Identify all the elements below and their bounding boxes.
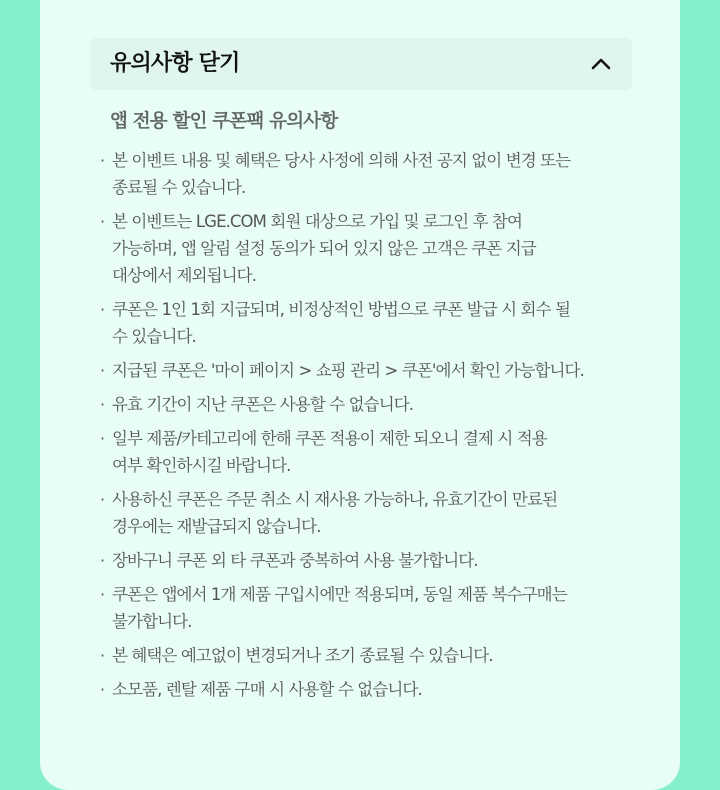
notice-item-text: 종료될 수 있습니다. xyxy=(112,178,246,197)
notice-item-text: 쿠폰은 1인 1회 지급되며, 비정상적인 방법으로 쿠폰 발급 시 회수 될 xyxy=(112,300,571,319)
bullet-marker: · xyxy=(100,585,106,604)
notice-item-text: 쿠폰은 앱에서 1개 제품 구입시에만 적용되며, 동일 제품 복수구매는 xyxy=(112,585,567,604)
notice-item-text: 불가합니다. xyxy=(112,612,192,631)
notice-item-text: 지급된 쿠폰은 '마이 페이지 > 쇼핑 관리 > 쿠폰'에서 확인 가능합니다. xyxy=(112,361,584,380)
notice-item-text: 여부 확인하시길 바랍니다. xyxy=(112,456,291,475)
bullet-marker: · xyxy=(100,551,106,570)
notice-item-text: 경우에는 재발급되지 않습니다. xyxy=(112,517,321,536)
notice-heading: 앱 전용 할인 쿠폰팩 유의사항 xyxy=(110,111,338,132)
notice-list xyxy=(100,147,640,703)
notice-toggle-label: 유의사항 닫기 xyxy=(110,51,240,76)
bullet-marker: · xyxy=(100,361,106,380)
notice-item xyxy=(100,486,640,540)
notice-item-text: 사용하신 쿠폰은 주문 취소 시 재사용 가능하나, 유효기간이 만료된 xyxy=(112,490,558,509)
notice-item-text: 대상에서 제외됩니다. xyxy=(112,266,257,285)
notice-item-text: 장바구니 쿠폰 외 타 쿠폰과 중복하여 사용 불가합니다. xyxy=(112,551,478,570)
bullet-marker: · xyxy=(100,680,106,699)
bullet-marker: · xyxy=(100,646,106,665)
bullet-marker: · xyxy=(100,395,106,414)
bullet-marker: · xyxy=(100,212,106,231)
notice-item xyxy=(100,581,640,635)
notice-item xyxy=(100,357,640,384)
notice-item xyxy=(100,147,640,201)
notice-card xyxy=(40,0,680,790)
bullet-marker: · xyxy=(100,300,106,319)
notice-item xyxy=(100,296,640,350)
notice-item-text: 본 혜택은 예고없이 변경되거나 조기 종료될 수 있습니다. xyxy=(112,646,493,665)
notice-item-text: 본 이벤트는 LGE.COM 회원 대상으로 가입 및 로그인 후 참여 xyxy=(112,212,522,231)
notice-item xyxy=(100,391,640,418)
notice-content xyxy=(100,110,640,710)
notice-toggle-button[interactable] xyxy=(90,38,632,90)
notice-item-text: 일부 제품/카테고리에 한해 쿠폰 적용이 제한 되오니 결제 시 적용 xyxy=(112,429,547,448)
notice-item-text: 소모품, 렌탈 제품 구매 시 사용할 수 없습니다. xyxy=(112,680,422,699)
bullet-marker: · xyxy=(100,490,106,509)
notice-item-text: 수 있습니다. xyxy=(112,327,196,346)
notice-item-text: 가능하며, 앱 알림 설정 동의가 되어 있지 않은 고객은 쿠폰 지급 xyxy=(112,239,536,258)
chevron-up-icon[interactable] xyxy=(590,54,612,74)
notice-item xyxy=(100,425,640,479)
notice-item-text: 유효 기간이 지난 쿠폰은 사용할 수 없습니다. xyxy=(112,395,414,414)
bullet-marker: · xyxy=(100,151,106,170)
notice-item xyxy=(100,547,640,574)
notice-item xyxy=(100,208,640,289)
bullet-marker: · xyxy=(100,429,106,448)
notice-item xyxy=(100,676,640,703)
notice-item xyxy=(100,642,640,669)
notice-item-text: 본 이벤트 내용 및 혜택은 당사 사정에 의해 사전 공지 없이 변경 또는 xyxy=(112,151,571,170)
